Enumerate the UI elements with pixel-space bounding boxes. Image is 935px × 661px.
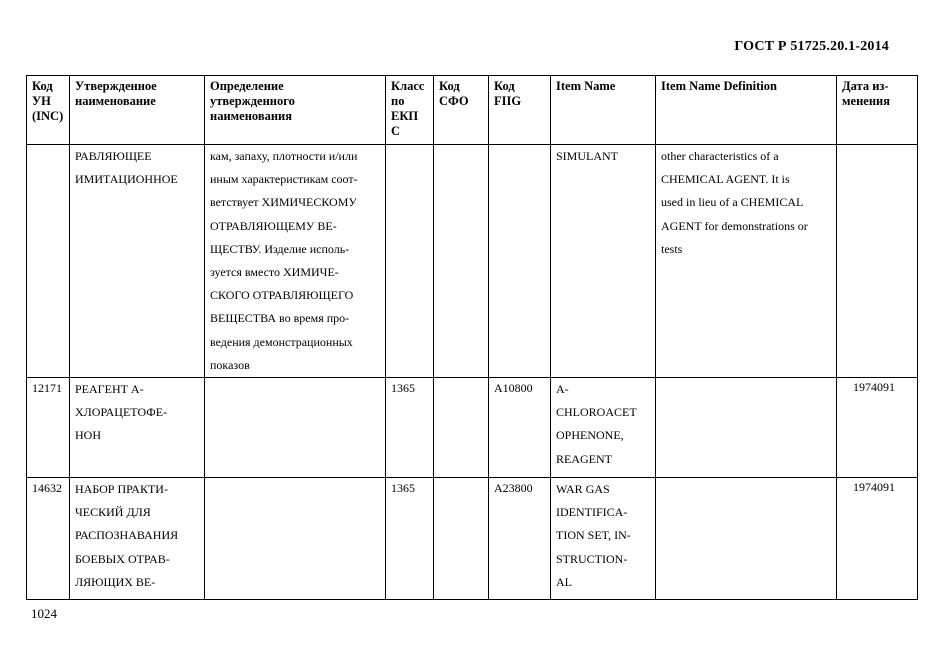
cell-sfo-code <box>434 145 489 378</box>
cell-fiig-code: A10800 <box>489 378 551 478</box>
column-header-sfo-code: Код СФО <box>434 76 489 145</box>
column-header-ekps-class: Класс по ЕКП С <box>386 76 434 145</box>
cell-sfo-code <box>434 378 489 478</box>
cell-item-name: WAR GAS IDENTIFICA- TION SET, IN- STRUCTION- AL <box>551 478 656 600</box>
table-header-row <box>27 76 918 145</box>
column-header-change-date: Дата из- менения <box>837 76 918 145</box>
cell-item-name-definition: other characteristics of a CHEMICAL AGENT. It is used in lieu of a CHEMICAL AGENT for demonstrations or tests <box>656 145 837 378</box>
cell-definition <box>205 478 386 600</box>
cell-ekps-class: 1365 <box>386 378 434 478</box>
cell-item-name-definition <box>656 478 837 600</box>
cell-code-un <box>27 145 70 378</box>
cell-change-date: 1974091 <box>837 378 918 478</box>
column-header-definition: Определение утвержденного наименования <box>205 76 386 145</box>
cell-fiig-code: A23800 <box>489 478 551 600</box>
items-table <box>26 75 918 600</box>
cell-item-name: SIMULANT <box>551 145 656 378</box>
cell-item-name: A- CHLOROACET OPHENONE, REAGENT <box>551 378 656 478</box>
document-code: ГОСТ Р 51725.20.1-2014 <box>734 39 889 54</box>
cell-definition <box>205 378 386 478</box>
cell-item-name-definition <box>656 378 837 478</box>
column-header-item-name-definition: Item Name Definition <box>656 76 837 145</box>
cell-approved-name: РЕАГЕНТ А- ХЛОРАЦЕТОФЕ- НОН <box>70 378 205 478</box>
cell-approved-name: РАВЛЯЮЩЕЕ ИМИТАЦИОННОЕ <box>70 145 205 378</box>
cell-fiig-code <box>489 145 551 378</box>
cell-ekps-class: 1365 <box>386 478 434 600</box>
column-header-code-un: Код УН (INC) <box>27 76 70 145</box>
table-row <box>27 378 918 478</box>
cell-code-un: 12171 <box>27 378 70 478</box>
cell-definition: кам, запаху, плотности и/или иным характеристикам соот- ветствует ХИМИЧЕСКОМУ ОТРАВЛЯЮЩЕМУ ВЕ- ЩЕСТВУ. Изделие исполь- зуется вместо ХИМИЧЕ- СКОГО ОТРАВЛЯЮЩЕГО ВЕЩЕСТВА во время про- ведения демонстрационных показов <box>205 145 386 378</box>
cell-sfo-code <box>434 478 489 600</box>
column-header-approved-name: Утвержденное наименование <box>70 76 205 145</box>
cell-code-un: 14632 <box>27 478 70 600</box>
page-number: 1024 <box>31 606 57 621</box>
cell-approved-name: НАБОР ПРАКТИ- ЧЕСКИЙ ДЛЯ РАСПОЗНАВАНИЯ БОЕВЫХ ОТРАВ- ЛЯЮЩИХ ВЕ- <box>70 478 205 600</box>
cell-change-date <box>837 145 918 378</box>
column-header-fiig-code: Код FIIG <box>489 76 551 145</box>
cell-change-date: 1974091 <box>837 478 918 600</box>
column-header-item-name: Item Name <box>551 76 656 145</box>
table-row <box>27 478 918 600</box>
table-row <box>27 145 918 378</box>
cell-ekps-class <box>386 145 434 378</box>
